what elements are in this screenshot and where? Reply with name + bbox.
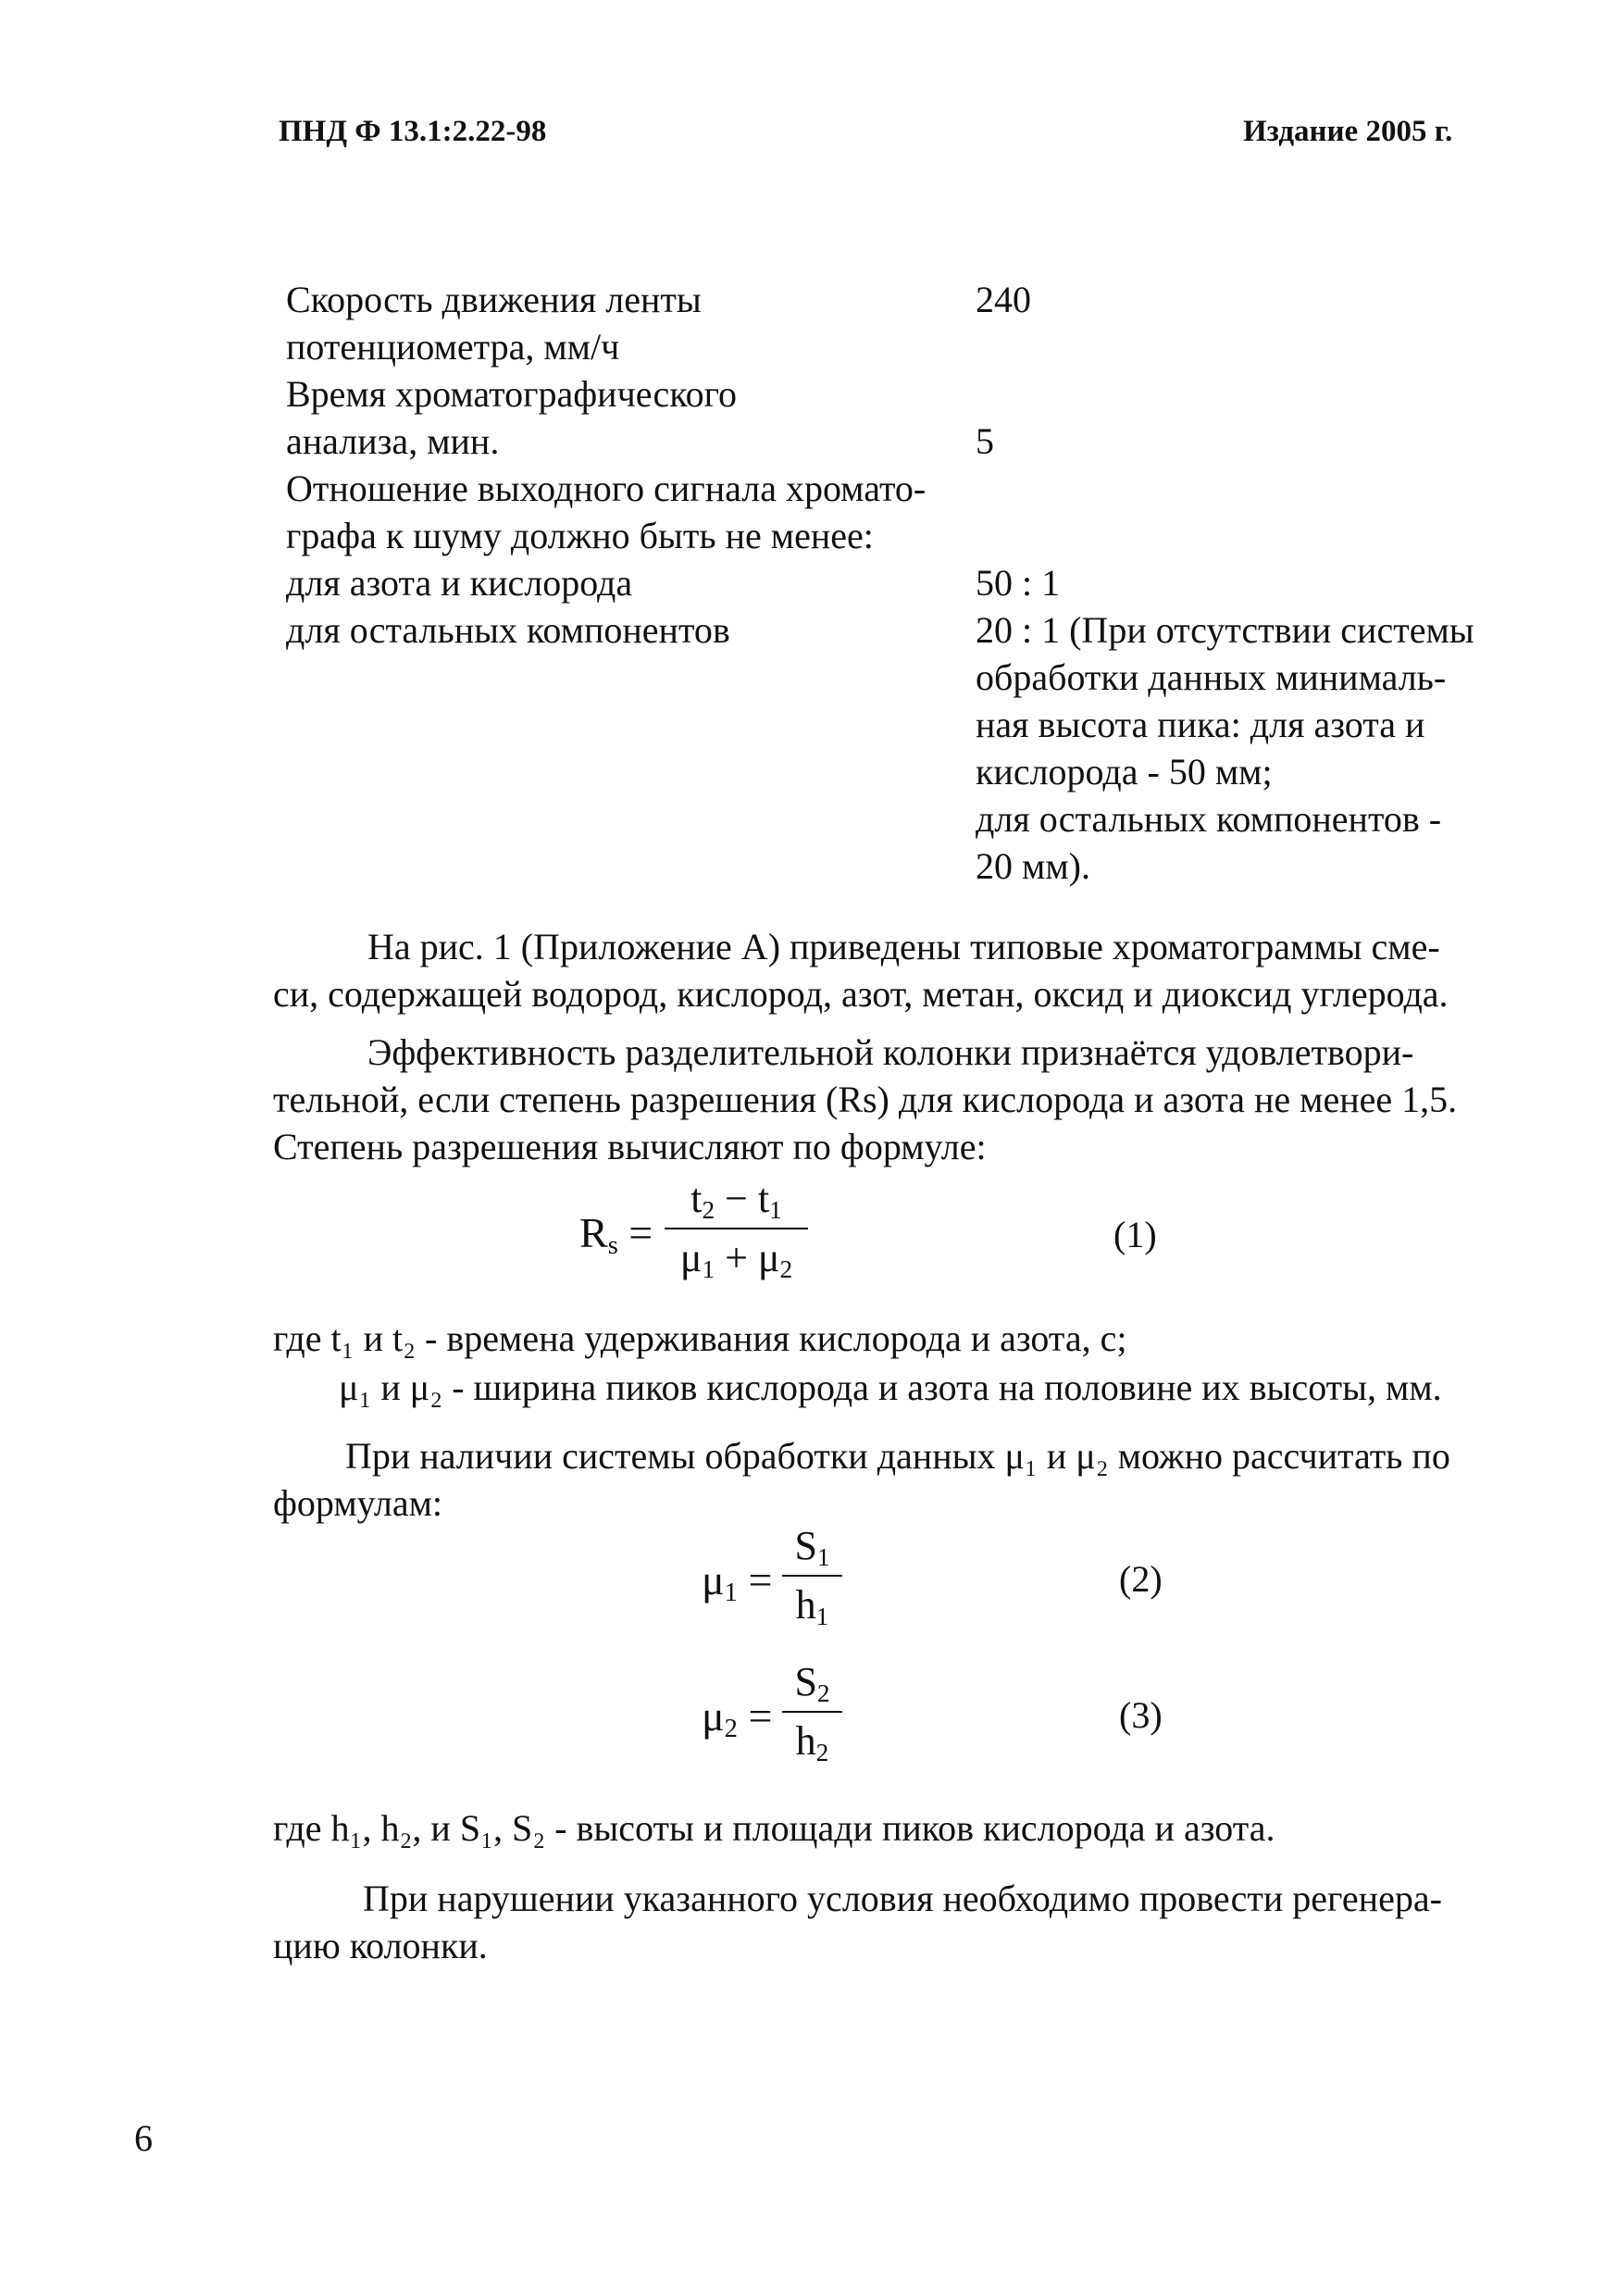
param-value-line: 5	[976, 420, 994, 462]
param-label-line: Отношение выходного сигнала хромато-	[286, 468, 927, 509]
definition-line: где h₁, h₂, и S₁, S₂ - высоты и площади пиков кислорода и азота.	[273, 1807, 1275, 1849]
param-value-line: 240	[976, 279, 1031, 320]
fraction-numerator: $t_2 - t_1$	[690, 1176, 782, 1224]
formula-fraction	[665, 1176, 808, 1281]
definition-line: где t₁ и t₂ - времена удерживания кислорода и азота, с;	[273, 1317, 1127, 1359]
formula-fraction	[782, 1523, 842, 1628]
formula-fraction	[782, 1659, 842, 1765]
param-label-line: Время хроматографического	[286, 373, 738, 415]
param-label-line: анализа, мин.	[286, 420, 500, 462]
formula-lhs: $\mu_1$ =	[702, 1556, 773, 1608]
param-label-line: для остальных компонентов	[286, 609, 730, 651]
paragraph-line: формулам:	[273, 1482, 443, 1524]
page-number: 6	[134, 2117, 153, 2159]
param-label-line: Скорость движения ленты	[286, 279, 702, 320]
fraction-numerator: $S_1$	[794, 1523, 830, 1571]
fraction-bar	[782, 1575, 842, 1577]
param-label-line: для азота и кислорода	[286, 562, 633, 604]
param-value-line: обработки данных минималь-	[976, 656, 1447, 698]
paragraph-line: Эффективность разделительной колонки признаётся удовлетвори-	[367, 1031, 1414, 1073]
paragraph-line: цию колонки.	[273, 1925, 488, 1966]
fraction-bar	[665, 1228, 808, 1229]
paragraph-line: На рис. 1 (Приложение А) приведены типовые хроматограммы сме-	[367, 926, 1440, 967]
param-value-line: 20 мм).	[976, 845, 1090, 887]
paragraph-line: При нарушении указанного условия необходимо провести регенера-	[363, 1878, 1442, 1919]
paragraph-line: си, содержащей водород, кислород, азот, метан, оксид и диоксид углерода.	[273, 973, 1449, 1015]
equation-number: (3)	[1119, 1694, 1163, 1736]
paragraph-line: тельной, если степень разрешения (Rs) для кислорода и азота не менее 1,5.	[273, 1079, 1458, 1120]
paragraph-line: При наличии системы обработки данных μ₁ и μ₂ можно рассчитать по	[345, 1435, 1450, 1477]
formula-lhs: $R_s$ =	[579, 1209, 653, 1261]
param-value-line: кислорода - 50 мм;	[976, 751, 1273, 792]
equation-number: (2)	[1119, 1558, 1163, 1600]
param-value-line: 50 : 1	[976, 562, 1061, 604]
formula-lhs: $\mu_2$ =	[702, 1692, 773, 1744]
definition-line: μ₁ и μ₂ - ширина пиков кислорода и азота на половине их высоты, мм.	[339, 1366, 1442, 1408]
fraction-bar	[782, 1711, 842, 1713]
fraction-denominator: $h_1$	[795, 1582, 829, 1630]
param-value-line: 20 : 1 (При отсутствии системы	[976, 609, 1474, 651]
fraction-denominator: $\mu_1 + \mu_2$	[679, 1235, 793, 1283]
equation-number: (1)	[1113, 1214, 1157, 1255]
paragraph-line: Степень разрешения вычисляют по формуле:	[273, 1126, 987, 1167]
param-label-line: графа к шуму должно быть не менее:	[286, 515, 874, 556]
param-value-line: для остальных компонентов -	[976, 798, 1442, 840]
fraction-denominator: $h_2$	[795, 1718, 829, 1766]
edition-label: Издание 2005 г.	[1243, 115, 1453, 148]
document-code: ПНД Ф 13.1:2.22-98	[279, 115, 547, 148]
fraction-numerator: $S_2$	[794, 1659, 830, 1707]
param-value-line: ная высота пика: для азота и	[976, 704, 1425, 745]
param-label-line: потенциометра, мм/ч	[286, 326, 620, 368]
